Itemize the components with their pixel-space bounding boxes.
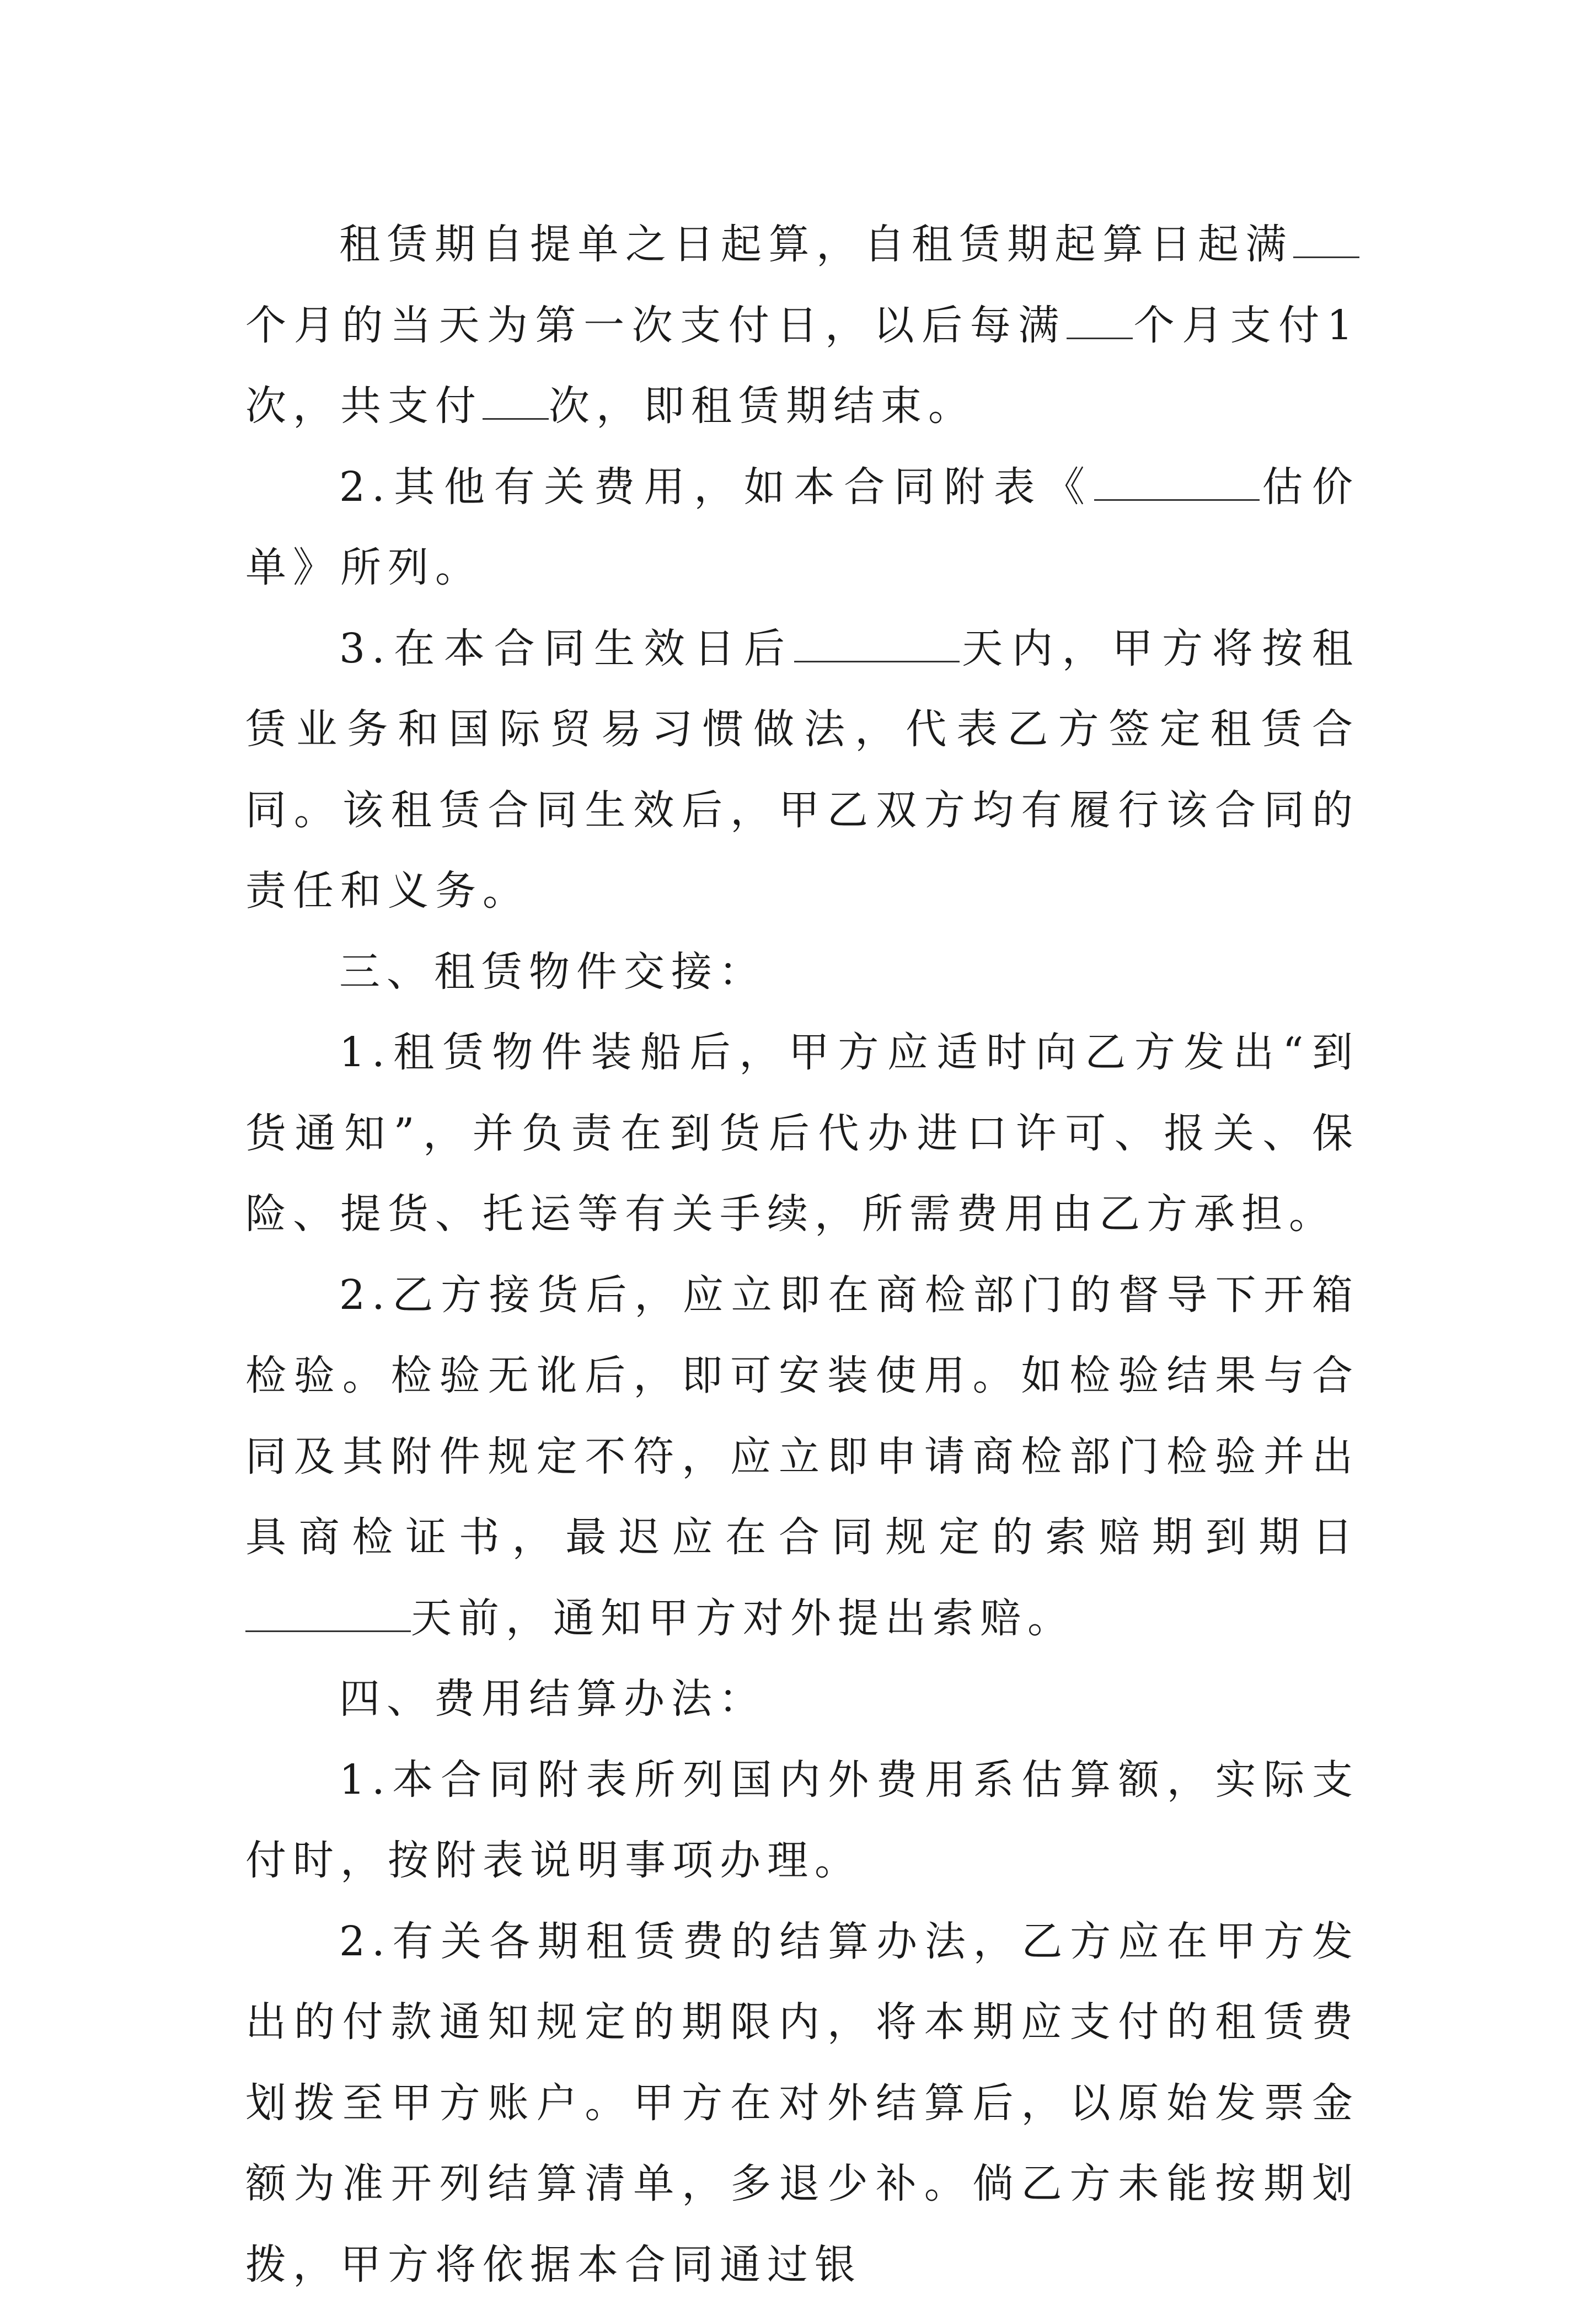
text-segment: 次，即租赁期结束。 [549, 382, 976, 430]
text-segment: 3.在本合同生效日后 [339, 625, 794, 672]
fill-blank[interactable] [1293, 220, 1359, 258]
paragraph-lease-term [245, 204, 1359, 447]
text-segment: 天内，甲方将按租赁业务和国际贸易习惯做法，代表乙方签定租赁合同。该租赁合同生效后，甲乙双方均有履行该合同的责任和义务。 [245, 625, 1359, 915]
text-segment: 天前，通知甲方对外提出索赔。 [411, 1595, 1075, 1642]
fill-blank[interactable] [483, 381, 549, 420]
text-segment: 2.其他有关费用，如本合同附表《 [339, 463, 1094, 511]
text-segment: 1.本合同附表所列国内外费用系估算额，实际支付时，按附表说明事项办理。 [245, 1756, 1359, 1885]
paragraph-payment [245, 1901, 1359, 2305]
paragraph-sign-contract [245, 608, 1359, 932]
text-segment: 个月支付1次，共支付 [245, 302, 1359, 430]
paragraph-inspection [245, 1255, 1359, 1659]
text-segment: 个月的当天为第一次支付日，以后每满 [245, 302, 1067, 349]
text-segment: 1.租赁物件装船后，甲方应适时向乙方发出“到货通知”，并负责在到货后代办进口许可、报关、保险、提货、托运等有关手续，所需费用由乙方承担。 [245, 1029, 1359, 1238]
text-segment: 租赁期自提单之日起算，自租赁期起算日起满 [339, 221, 1293, 268]
section-heading-handover [245, 932, 1359, 1013]
text-segment: 三、租赁物件交接： [339, 948, 766, 996]
text-segment: 2.有关各期租赁费的结算办法，乙方应在甲方发出的付款通知规定的期限内，将本期应支付的租赁费划拨至甲方账户。甲方在对外结算后，以原始发票金额为准开列结算清单，多退少补。倘乙方未能按期划拨，甲方将依据本合同通过银 [245, 1918, 1359, 2288]
fill-blank[interactable] [1094, 462, 1260, 501]
text-segment: 估价单》所列。 [245, 463, 1359, 592]
paragraph-shipment [245, 1012, 1359, 1255]
document-body [245, 204, 1359, 2305]
paragraph-estimate [245, 1740, 1359, 1901]
fill-blank[interactable] [1067, 301, 1133, 339]
text-segment: 2.乙方接货后，应立即在商检部门的督导下开箱检验。检验无讹后，即可安装使用。如检验结果与合同及其附件规定不符，应立即申请商检部门检验并出具商检证书，最迟应在合同规定的索赔期到期日 [245, 1271, 1359, 1561]
fill-blank[interactable] [245, 1593, 411, 1632]
text-segment: 四、费用结算办法： [339, 1675, 766, 1723]
fill-blank[interactable] [794, 624, 960, 662]
section-heading-settlement [245, 1659, 1359, 1740]
paragraph-other-fees [245, 447, 1359, 608]
